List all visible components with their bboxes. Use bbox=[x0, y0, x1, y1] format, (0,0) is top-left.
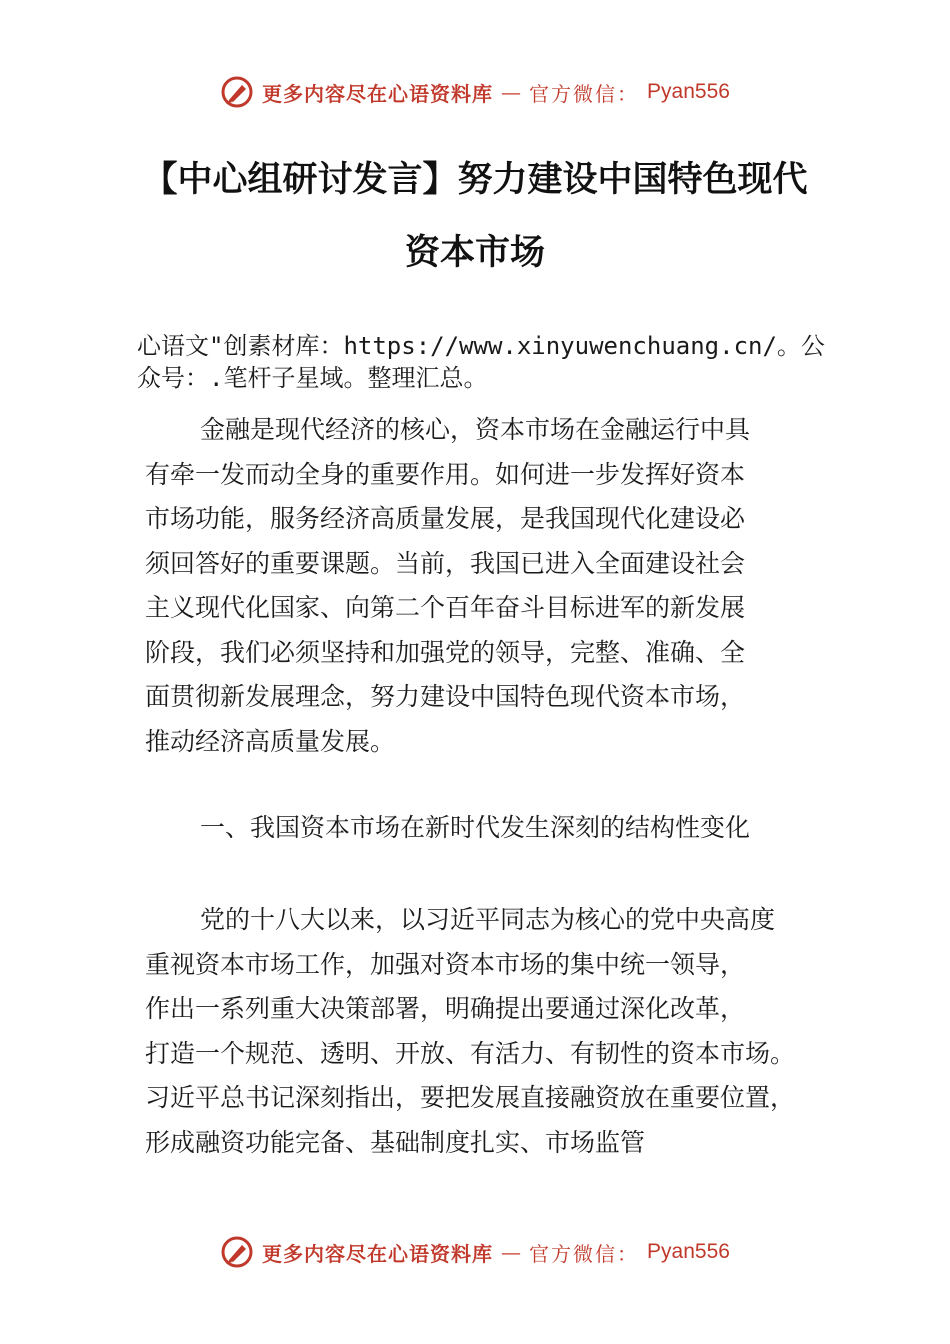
source-note bbox=[137, 330, 837, 394]
paragraph-line: 重视资本市场工作，加强对资本市场的集中统一领导， bbox=[145, 949, 746, 979]
banner-wechat-label: 官方微信： bbox=[529, 1241, 640, 1266]
section-heading-text: 一、我国资本市场在新时代发生深刻的结构性变化 bbox=[200, 813, 751, 842]
paragraph-line: 市场功能，服务经济高质量发展，是我国现代化建设必 bbox=[145, 504, 746, 533]
paragraph-line: 金融是现代经济的核心，资本市场在金融运行中具 bbox=[200, 415, 751, 444]
section-heading-1 bbox=[145, 806, 845, 851]
paragraph-line: 党的十八大以来，以习近平同志为核心的党中央高度 bbox=[200, 905, 776, 934]
banner-main-text: 更多内容尽在心语资料库 bbox=[262, 1241, 494, 1266]
paragraph-line: 形成融资功能完备、基础制度扎实、市场监管 bbox=[145, 1127, 646, 1157]
paragraph-line: 作出一系列重大决策部署，明确提出要通过深化改革， bbox=[145, 994, 746, 1023]
source-note-line-2: 众号：.笔杆子星域。整理汇总。 bbox=[137, 364, 488, 392]
source-note-line-1: 心语文"创素材库：https://www.xinyuwenchuang.cn/。公 bbox=[137, 332, 825, 360]
banner-wechat-label: 官方微信： bbox=[529, 81, 640, 106]
pen-logo-icon bbox=[220, 75, 254, 109]
paragraph-line: 须回答好的重要课题。当前，我国已进入全面建设社会 bbox=[145, 548, 746, 578]
footer-watermark-banner bbox=[0, 1232, 950, 1272]
body-paragraph-1 bbox=[145, 408, 845, 764]
header-watermark-banner bbox=[0, 72, 950, 112]
paragraph-line: 打造一个规范、透明、开放、有活力、有韧性的资本市场。 bbox=[145, 1038, 796, 1068]
pen-logo-icon bbox=[220, 1235, 254, 1269]
paragraph-line: 主义现代化国家、向第二个百年奋斗目标进军的新发展 bbox=[145, 593, 746, 622]
banner-main-text: 更多内容尽在心语资料库 bbox=[262, 81, 494, 106]
document-title-line-2: 资本市场 bbox=[404, 233, 545, 273]
paragraph-line: 习近平总书记深刻指出，要把发展直接融资放在重要位置， bbox=[145, 1083, 796, 1112]
paragraph-line: 推动经济高质量发展。 bbox=[145, 726, 396, 756]
banner-separator: — bbox=[501, 80, 522, 104]
banner-wechat-id: Pyan556 bbox=[647, 80, 730, 103]
document-title-line-1: 【中心组研讨发言】努力建设中国特色现代 bbox=[142, 160, 808, 200]
banner-wechat-id: Pyan556 bbox=[647, 1240, 730, 1263]
paragraph-line: 面贯彻新发展理念，努力建设中国特色现代资本市场， bbox=[145, 682, 746, 711]
body-paragraph-2 bbox=[145, 898, 845, 1165]
paragraph-line: 有牵一发而动全身的重要作用。如何进一步发挥好资本 bbox=[145, 459, 746, 489]
paragraph-line: 阶段，我们必须坚持和加强党的领导，完整、准确、全 bbox=[145, 637, 746, 667]
banner-separator: — bbox=[501, 1240, 522, 1264]
